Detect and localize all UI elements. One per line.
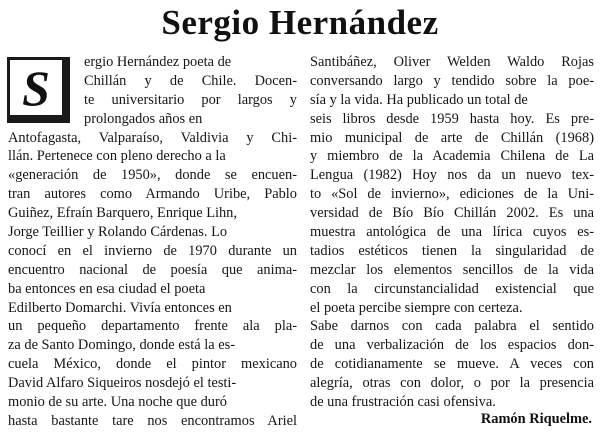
text-line: mio municipal de arte de Chillán (1968) [310, 129, 594, 146]
text-line: con la circunstancialidad existencial que [310, 280, 594, 297]
text-line: David Alfaro Siqueiros nosdejó el testi- [8, 375, 237, 392]
text-line: ergio Hernández poeta de [84, 54, 232, 70]
text-line: llán. Pertenece con pleno derecho a la [8, 148, 226, 165]
text-line: encuentro nacional de poesía que anima- [8, 261, 297, 278]
text-line: Edilberto Domarchi. Vivía entonces en [8, 299, 232, 316]
text-line: to «Sol de invierno», ediciones de la Uni- [310, 186, 594, 203]
text-line: un pequeño departamento frente ala pla- [8, 318, 297, 335]
article-title: Sergio Hernández [161, 3, 439, 42]
text-line: versidad de Bío Bío Chillán 2002. Es una [310, 205, 594, 222]
text-line: hasta bastante tare nos encontramos Ariel [8, 412, 297, 429]
text-line: Guiñez, Efraín Barquero, Enrique Lihn, [8, 205, 237, 222]
text-line: conocí en el invierno de 1970 durante un [8, 242, 297, 259]
left-column [8, 53, 297, 431]
text-line: y miembro de la Academia Chilena de La [310, 148, 594, 165]
text-line: de cotidianamente se mueve. A veces con [310, 356, 594, 373]
text-line: de una verbalización de los espacios don- [310, 337, 594, 354]
text-line: za de Santo Domingo, donde está la es- [8, 337, 235, 354]
text-line: Jorge Teillier y Rolando Cárdenas. Lo [8, 224, 228, 241]
text-line: Santibáñez, Oliver Welden Waldo Rojas [310, 54, 594, 70]
text-line: Lengua (1982) Hoy nos da un nuevo tex- [310, 167, 594, 184]
text-line: seis libros desde 1959 hasta hoy. Es pre- [310, 110, 594, 127]
text-line: el poeta percibe siempre con certeza. [310, 299, 523, 316]
text-line: te universitario por largos y [84, 91, 297, 108]
text-line: monio de su arte. Una noche que duró [8, 394, 227, 411]
right-column [310, 53, 594, 412]
text-line: Sabe darnos con cada palabra el sentido [310, 318, 594, 335]
text-line: mezclar los elementos sencillos de la vida [310, 261, 594, 278]
text-line: alegría, otras con dolor, o por la presencia [310, 375, 594, 392]
text-line: muestra antológica de una lírica cuyos es- [310, 224, 594, 241]
dropcap-letter: S [7, 57, 65, 118]
text-line: tadios estéticos tienen la singularidad de [310, 242, 594, 259]
text-line: conversando largo y tendido sobre la poe- [310, 72, 594, 89]
text-line: Antofagasta, Valparaíso, Valdivia y Chi- [8, 129, 297, 146]
text-line: prolongados años en [84, 110, 203, 127]
text-line: ba entonces en esa ciudad el poeta [8, 280, 206, 297]
text-line: Chillán y de Chile. Docen- [84, 72, 297, 89]
text-line: «generación de 1950», donde se encuen- [8, 167, 297, 184]
author-signature: Ramón Riquelme. [480, 411, 592, 427]
text-line: tran autores como Armando Uribe, Pablo [8, 186, 297, 203]
text-line: sía y la vida. Ha publicado un total de [310, 91, 528, 108]
text-line: cuela México, donde el pintor mexicano [8, 356, 297, 373]
text-line: de una frustración casi ofensiva. [310, 394, 496, 411]
